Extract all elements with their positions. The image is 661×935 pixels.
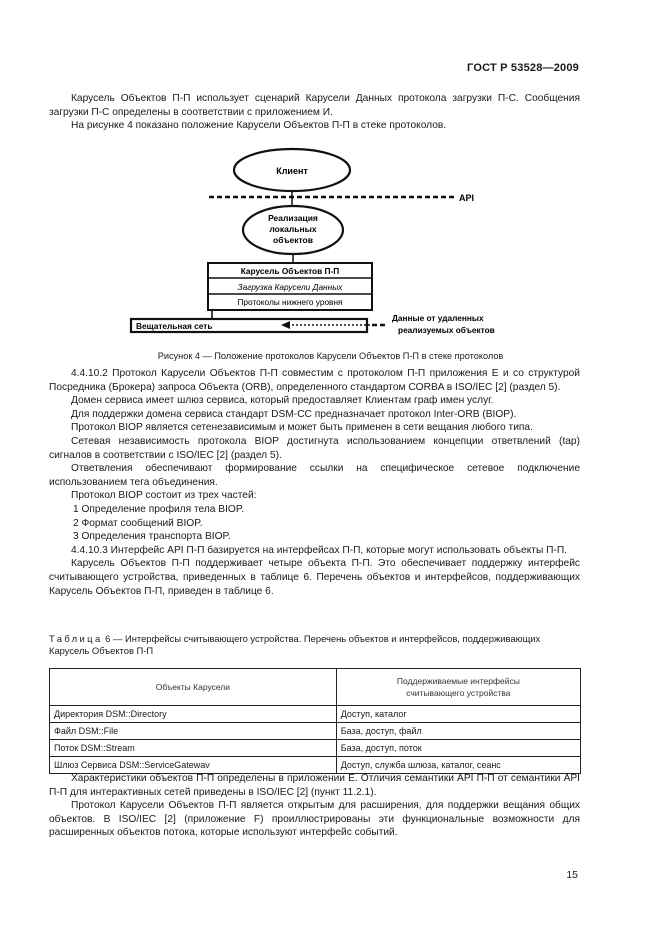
table-cell: База, доступ, файл: [336, 723, 580, 740]
table-cell: Директория DSM::Directory: [50, 706, 337, 723]
table-row: [50, 757, 581, 774]
paragraph: 4.4.10.2 Протокол Карусели Объектов П-П совместим с протоколом П-П приложения Е и со структурой Посредника (Брокера) запроса Объекта (ORB), определенного стандартом CORBA в ISO/IEC [2] (раздел 5).: [49, 368, 580, 393]
table-row: [50, 740, 581, 757]
table-header-interfaces-text: Поддерживаемые интерфейсы считывающего устройства: [396, 676, 520, 698]
standard-number: ГОСТ Р 53528—2009: [467, 62, 579, 74]
client-label: Клиент: [276, 166, 308, 176]
paragraph: Для поддержки домена сервиса стандарт DSM-CC предназначает протокол Inter-ORB (BIOP).: [71, 408, 517, 420]
stack-layer-data-carousel: Загрузка Карусели Данных: [237, 282, 343, 292]
paragraph: Протокол BIOP состоит из трех частей:: [71, 490, 257, 502]
intro-text: [49, 92, 580, 133]
local-impl-label: Реализация: [268, 213, 318, 223]
table-caption: [49, 633, 580, 658]
closing-text: [49, 772, 580, 840]
table-cell: Поток DSM::Stream: [50, 740, 337, 757]
paragraph: Домен сервиса имеет шлюз сервиса, который предоставляет Клиентам граф имен услуг.: [71, 395, 494, 407]
page-number: 15: [566, 869, 578, 881]
paragraph: Протокол BIOP является сетенезависимым и может быть применен в сети вещания любого типа.: [71, 422, 533, 434]
paragraph: Характеристики объектов П-П определены в приложении Е. Отличия семантики API П-П от семантики API П-П для интерактивных сетей приведены в ISO/IEC [2] (пункт 11.2.1).: [49, 773, 580, 798]
table-cell: Доступ, служба шлюза, каталог, сеанс: [336, 757, 580, 774]
paragraph: Протокол Карусели Объектов П-П является открытым для расширения, для поддержки вещания общих объектов. В ISO/IEC [2] (приложение F) проиллюстрированы эти функциональные возможности для расширенных объектов потока, которые используют интерфейс событий.: [49, 800, 580, 839]
figure-caption: Рисунок 4 — Положение протоколов Карусели Объектов П-П в стеке протоколов: [157, 351, 504, 361]
protocol-stack-diagram: [0, 140, 661, 365]
stack-layer-object-carousel: Карусель Объектов П-П: [240, 266, 340, 276]
table-caption-label: Таблица: [49, 633, 103, 644]
table-row: [50, 706, 581, 723]
paragraph: Карусель Объектов П-П использует сценарий Карусели Данных протокола загрузки П-С. Сообщения загрузки П-С определены в соответствии с приложением И.: [49, 93, 580, 118]
paragraph: 4.4.10.3 Интерфейс API П-П базируется на интерфейсах П-П, которые могут использовать объекты П-П.: [71, 544, 567, 556]
paragraph: На рисунке 4 показано положение Карусели Объектов П-П в стеке протоколов.: [71, 120, 447, 132]
stack-layer-lower-protocols: Протоколы нижнего уровня: [237, 297, 343, 307]
table-header-objects: Объекты Карусели: [50, 669, 337, 706]
remote-label: реализуемых объектов: [398, 325, 495, 335]
biop-parts-list: [49, 503, 580, 544]
paragraph: Сетевая независимость протокола BIOP достигнута использованием концепции ответвлений (tap) сигналов в соответствии с ISO/IEC [2] (раздел 5).: [49, 435, 580, 461]
table-row: [50, 723, 581, 740]
table-header-row: [50, 669, 581, 706]
remote-label: Данные от удаленных: [392, 313, 484, 323]
table-cell: Доступ, каталог: [336, 706, 580, 723]
interfaces-table: [49, 668, 581, 774]
table-cell: База, доступ, поток: [336, 740, 580, 757]
list-item: 2 Формат сообщений BIOP.: [73, 517, 203, 529]
api-label: API: [459, 193, 475, 203]
table-header-interfaces: [336, 669, 580, 706]
paragraph: Ответвления обеспечивают формирование ссылки на специфическое сетевое подключение использованием тега объединения.: [49, 463, 580, 488]
paragraph: Карусель Объектов П-П поддерживает четыре объекта П-П. Это обеспечивает поддержку интерфейс считывающего устройства, приведенных в таблице 6. Перечень объектов и интерфейсов, поддерживающих Карусель Объектов П-П, приведен в таблице 6.: [49, 558, 580, 597]
list-item: 1 Определение профиля тела BIOP.: [73, 503, 245, 515]
table-cell: Шлюз Сервиса DSM::ServiceGatewav: [50, 757, 337, 774]
list-item: 3 Определения транспорта BIOP.: [73, 531, 231, 543]
network-label: Вещательная сеть: [136, 321, 213, 331]
local-impl-label: объектов: [273, 235, 313, 245]
table-caption-text: 6 — Интерфейсы считывающего устройства. Перечень объектов и интерфейсов, поддерживающих Карусель Объектов П-П: [49, 633, 541, 657]
table-cell: Файл DSM::File: [50, 723, 337, 740]
arrow-head: [281, 321, 290, 329]
body-text: [49, 367, 580, 598]
local-impl-label: локальных: [269, 224, 317, 234]
